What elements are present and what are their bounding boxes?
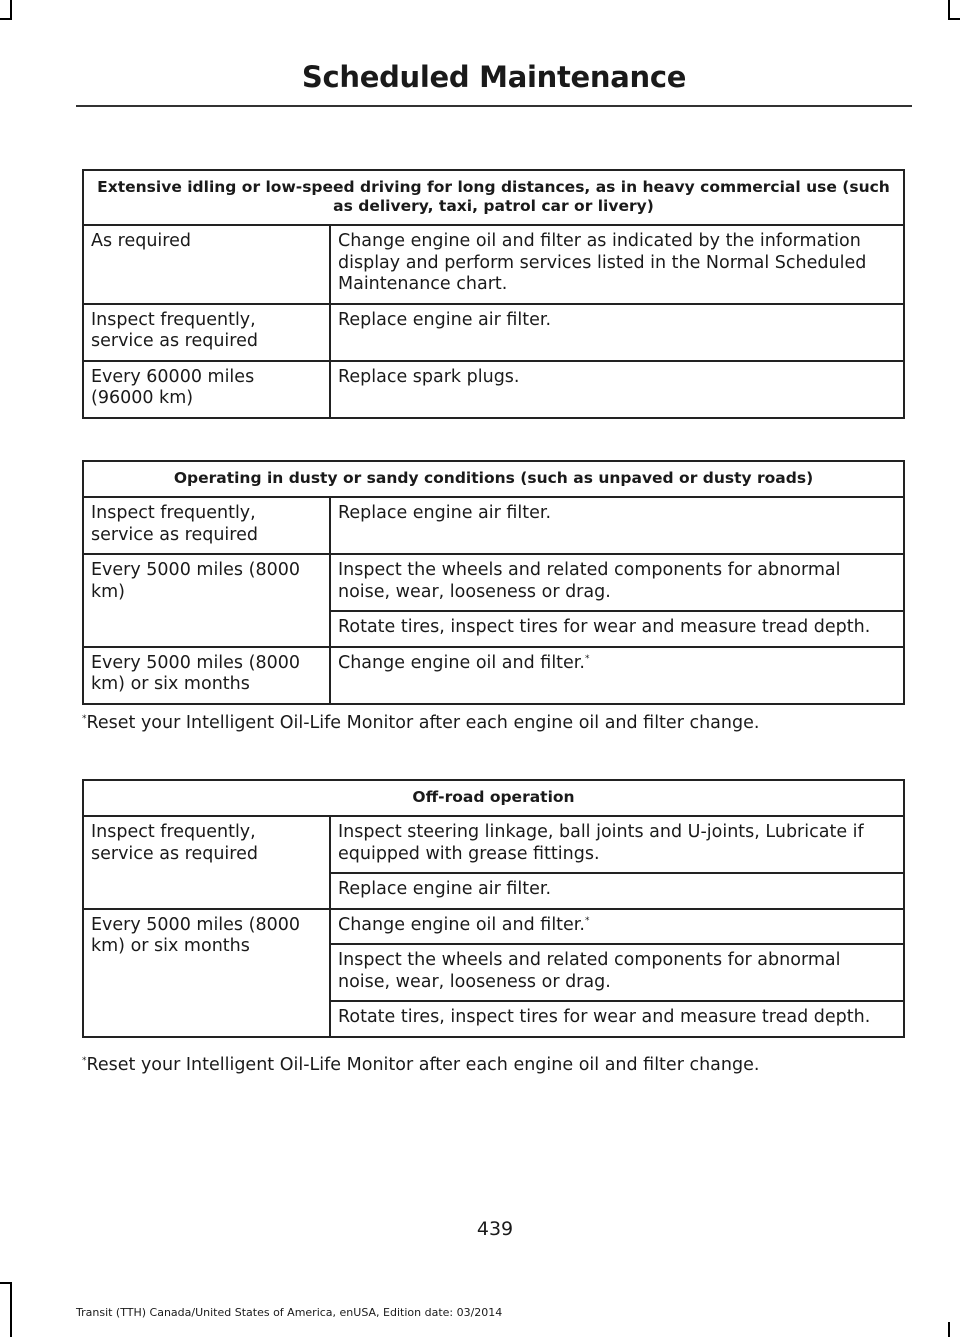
action-cell	[330, 909, 904, 945]
table-row	[83, 497, 904, 554]
action-cell: Inspect the wheels and related components for abnormal noise, wear, looseness or drag.	[330, 554, 904, 611]
action-cell	[330, 647, 904, 704]
footnote-text: Reset your Intelligent Oil-Life Monitor after each engine oil and filter change.	[86, 1055, 760, 1075]
crop-mark	[948, 0, 950, 20]
crop-mark	[10, 0, 12, 20]
crop-mark	[0, 18, 12, 20]
action-cell: Replace engine air filter.	[330, 873, 904, 909]
interval-cell: Inspect frequently, service as required	[83, 816, 330, 909]
table-row	[83, 816, 904, 873]
footnote	[82, 713, 759, 734]
table-row	[83, 909, 904, 945]
action-cell: Rotate tires, inspect tires for wear and measure tread depth.	[330, 611, 904, 647]
interval-cell: Every 5000 miles (8000 km)	[83, 554, 330, 647]
action-cell: Inspect steering linkage, ball joints and U-joints, Lubricate if equipped with grease fittings.	[330, 816, 904, 873]
action-cell: Replace engine air filter.	[330, 304, 904, 361]
crop-mark	[10, 1282, 12, 1337]
table-heading-row	[83, 461, 904, 497]
table-heading-row	[83, 780, 904, 816]
page-number: 439	[476, 1218, 514, 1240]
table-row	[83, 304, 904, 361]
action-text: Change engine oil and filter.	[338, 652, 585, 673]
footnote-marker: *	[584, 915, 590, 926]
action-cell: Change engine oil and filter as indicated by the information display and perform services listed in the Normal Scheduled Maintenance chart.	[330, 225, 904, 304]
interval-cell: Inspect frequently, service as required	[83, 497, 330, 554]
interval-cell: As required	[83, 225, 330, 304]
action-cell: Replace engine air filter.	[330, 497, 904, 554]
table-heading-row	[83, 170, 904, 225]
interval-cell: Every 5000 miles (8000 km) or six months	[83, 909, 330, 1037]
table-heading: Operating in dusty or sandy conditions (such as unpaved or dusty roads)	[83, 461, 904, 497]
crop-mark	[948, 1322, 950, 1337]
footnote-marker: *	[584, 653, 590, 664]
action-text: Change engine oil and filter.	[338, 914, 585, 935]
footnote	[82, 1055, 759, 1076]
edition-info: Transit (TTH) Canada/United States of America, enUSA, Edition date: 03/2014	[76, 1306, 503, 1319]
table-row	[83, 647, 904, 704]
footnote-marker: *	[82, 714, 87, 725]
action-cell: Inspect the wheels and related components for abnormal noise, wear, looseness or drag.	[330, 944, 904, 1001]
interval-cell: Every 60000 miles (96000 km)	[83, 361, 330, 418]
crop-mark	[948, 18, 960, 20]
crop-mark	[0, 1282, 12, 1284]
table-heading: Off-road operation	[83, 780, 904, 816]
table-row	[83, 554, 904, 611]
table-row	[83, 225, 904, 304]
action-cell: Replace spark plugs.	[330, 361, 904, 418]
action-cell: Rotate tires, inspect tires for wear and measure tread depth.	[330, 1001, 904, 1037]
maintenance-table-offroad	[82, 779, 905, 1038]
footnote-text: Reset your Intelligent Oil-Life Monitor after each engine oil and filter change.	[86, 713, 760, 733]
interval-cell: Every 5000 miles (8000 km) or six months	[83, 647, 330, 704]
interval-cell: Inspect frequently, service as required	[83, 304, 330, 361]
table-heading: Extensive idling or low-speed driving for long distances, as in heavy commercial use (such as delivery, taxi, patrol car or livery)	[83, 170, 904, 225]
header-divider	[76, 105, 912, 107]
maintenance-table-idling	[82, 169, 905, 419]
footnote-marker: *	[82, 1056, 87, 1067]
maintenance-table-dusty	[82, 460, 905, 705]
table-row	[83, 361, 904, 418]
page-title: Scheduled Maintenance	[301, 60, 687, 94]
